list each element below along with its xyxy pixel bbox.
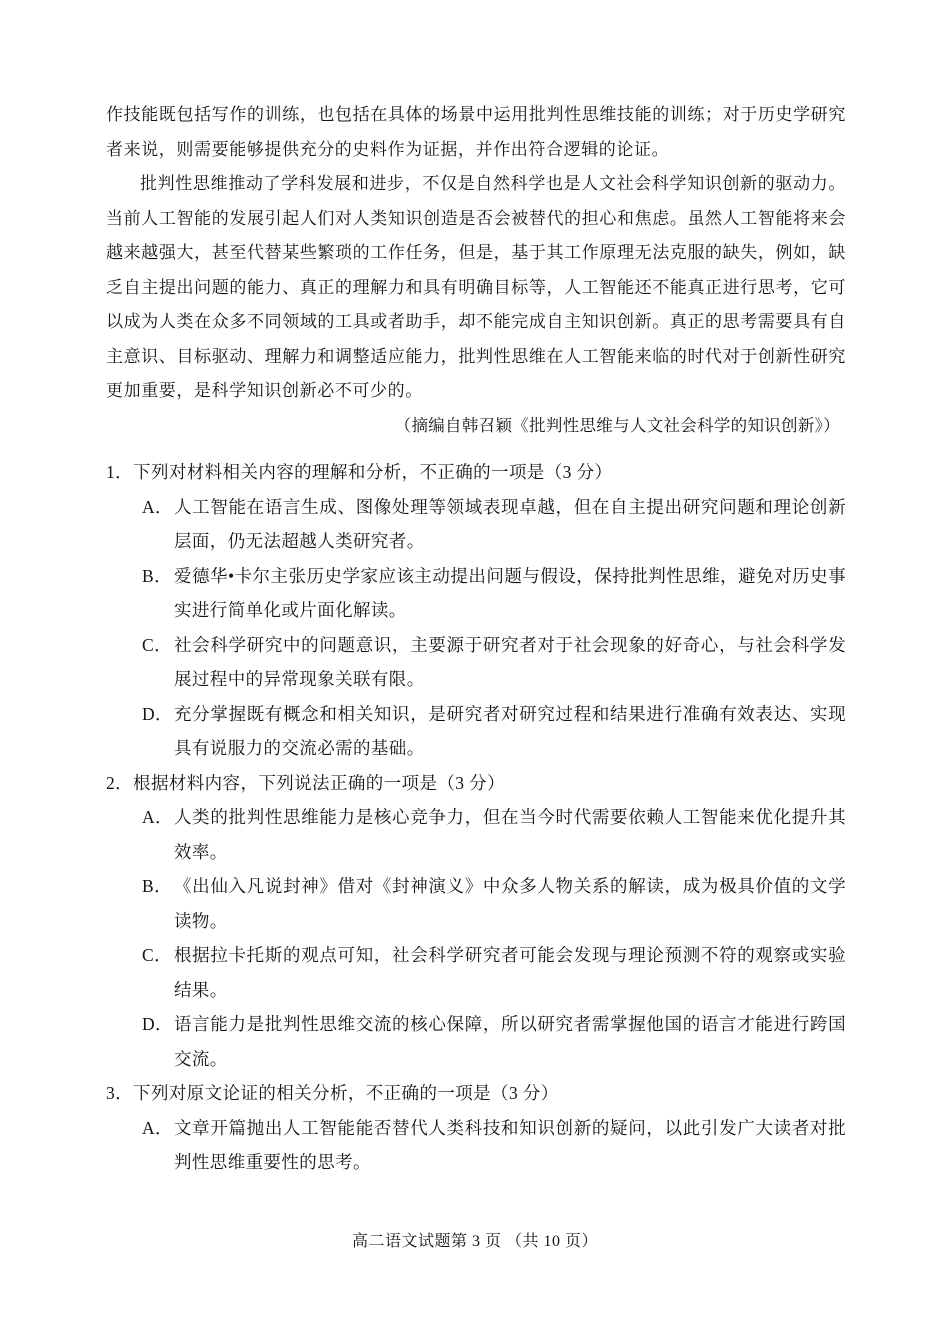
option-text: 语言能力是批判性思维交流的核心保障，所以研究者需掌握他国的语言才能进行跨国交流。 [174, 1014, 846, 1069]
option-letter: A． [142, 496, 173, 517]
question-2 [106, 766, 846, 1077]
option-c [142, 938, 846, 1007]
option-letter: C． [142, 945, 172, 965]
option-b [142, 869, 846, 938]
option-text: 充分掌握既有概念和相关知识，是研究者对研究过程和结果进行准确有效表达、实现具有说服力的交流必需的基础。 [174, 703, 846, 758]
question-stem: 3．下列对原文论证的相关分析，不正确的一项是（3 分） [106, 1083, 559, 1103]
option-b [142, 559, 846, 628]
question-stem: 2．根据材料内容，下列说法正确的一项是（3 分） [106, 772, 505, 793]
option-a [142, 800, 846, 869]
option-text: 文章开篇抛出人工智能能否替代人类科技和知识创新的疑问，以此引发广大读者对批判性思维重要性的思考。 [174, 1117, 846, 1172]
option-a [142, 1111, 846, 1180]
passage-source: （摘编自韩召颖《批判性思维与人文社会科学的知识创新》） [394, 415, 840, 435]
option-text: 社会科学研究中的问题意识，主要源于研究者对于社会现象的好奇心，与社会科学发展过程中的异常现象关联有限。 [174, 634, 846, 689]
option-c [142, 628, 846, 697]
option-text: 爱德华•卡尔主张历史学家应该主动提出问题与假设，保持批判性思维，避免对历史事实进行简单化或片面化解读。 [174, 565, 846, 620]
passage-paragraph-2: 批判性思维推动了学科发展和进步，不仅是自然科学也是人文社会科学知识创新的驱动力。当前人工智能的发展引起人们对人类知识创造是否会被替代的担心和焦虑。虽然人工智能将来会越来越强大，甚至代替某些繁琐的工作任务，但是，基于其工作原理无法克服的缺失，例如，缺乏自主提出问题的能力、真正的理解力和具有明确目标等，人工智能还不能真正进行思考，它可以成为人类在众多不同领域的工具或者助手，却不能完成自主知识创新。真正的思考需要具有自主意识、目标驱动、理解力和调整适应能力，批判性思维在人工智能来临的时代对于创新性研究更加重要，是科学知识创新必不可少的。 [106, 174, 846, 401]
option-text: 人类的批判性思维能力是核心竞争力，但在当今时代需要依赖人工智能来优化提升其效率。 [174, 807, 846, 862]
option-letter: C． [142, 634, 172, 655]
option-d [142, 697, 846, 766]
option-text: 根据拉卡托斯的观点可知，社会科学研究者可能会发现与理论预测不符的观察或实验结果。 [174, 945, 846, 1000]
page-footer: 高二语文试题第 3 页 （共 10 页） [351, 1233, 598, 1250]
question-3 [106, 1076, 846, 1180]
option-letter: D． [142, 703, 173, 724]
option-a [142, 490, 846, 559]
option-letter: A． [142, 1117, 173, 1138]
option-text: 人工智能在语言生成、图像处理等领域表现卓越，但在自主提出研究问题和理论创新层面，仍无法超越人类研究者。 [174, 496, 846, 551]
option-text: 《出仙入凡说封神》借对《封神演义》中众多人物关系的解读，成为极具价值的文学读物。 [174, 876, 846, 931]
option-letter: B． [142, 876, 172, 896]
option-d [142, 1007, 846, 1076]
question-1 [106, 455, 846, 766]
option-letter: D． [142, 1014, 173, 1034]
option-letter: A． [142, 807, 173, 827]
question-stem: 1．下列对材料相关内容的理解和分析，不正确的一项是（3 分） [106, 462, 613, 482]
option-letter: B． [142, 565, 172, 586]
passage-paragraph-1: 作技能既包括写作的训练，也包括在具体的场景中运用批判性思维技能的训练；对于历史学研究者来说，则需要能够提供充分的史料作为证据，并作出符合逻辑的论证。 [106, 105, 846, 160]
